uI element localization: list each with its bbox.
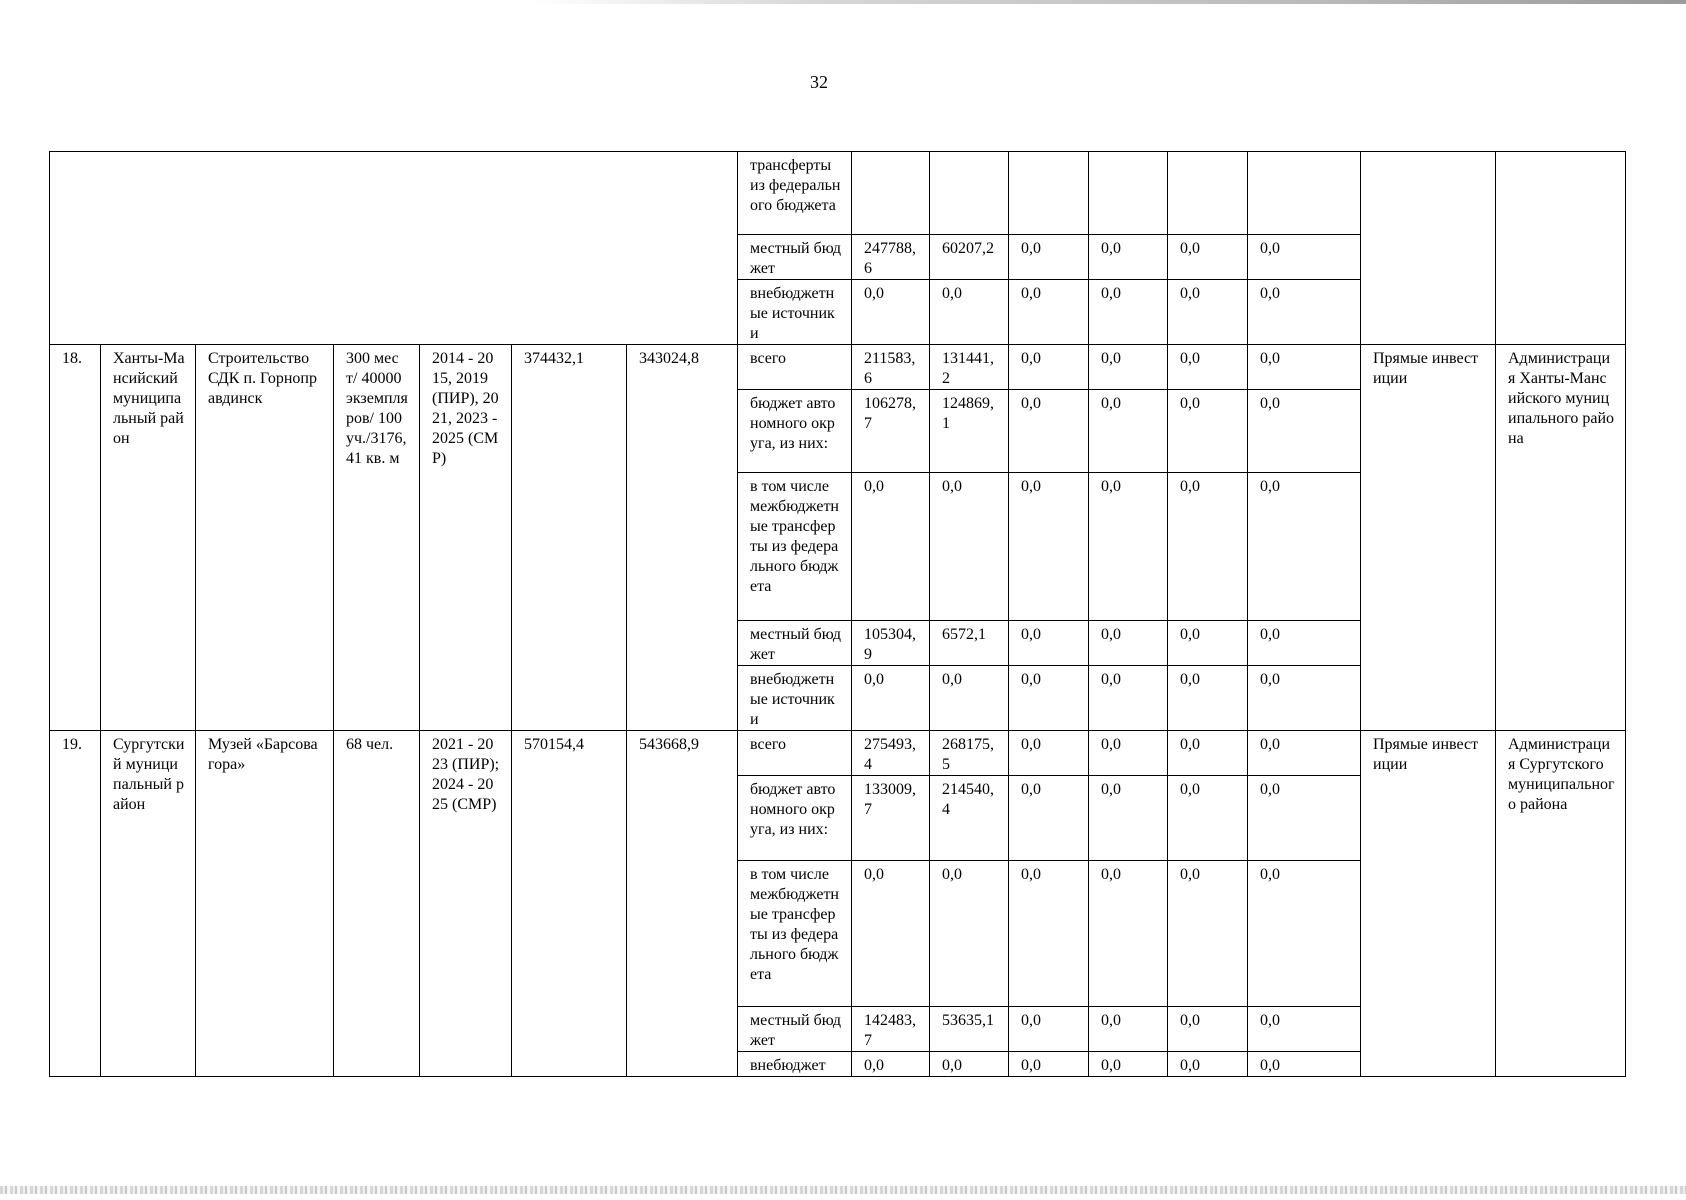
funding-source: местный бюджет bbox=[738, 1007, 852, 1052]
value-cell: 0,0 bbox=[1168, 621, 1248, 666]
value-cell: 0,0 bbox=[930, 473, 1009, 621]
value-cell: 0,0 bbox=[1168, 473, 1248, 621]
value-cell bbox=[930, 152, 1009, 235]
value-cell: 0,0 bbox=[1248, 776, 1361, 861]
table-row bbox=[50, 345, 1626, 390]
value-cell bbox=[1248, 152, 1361, 235]
value-cell: 53635,1 bbox=[930, 1007, 1009, 1052]
value-cell: 0,0 bbox=[1089, 666, 1168, 731]
value-cell: 247788,6 bbox=[852, 235, 930, 280]
investment-table bbox=[49, 151, 1626, 1077]
value-cell: 0,0 bbox=[1248, 731, 1361, 776]
value-cell: 214540,4 bbox=[930, 776, 1009, 861]
funding-source: внебюджет bbox=[738, 1052, 852, 1077]
value-cell: 0,0 bbox=[1089, 731, 1168, 776]
value-cell: 0,0 bbox=[1168, 861, 1248, 1007]
value-cell: 0,0 bbox=[1168, 1007, 1248, 1052]
customer-cell: Администрация Ханты-Мансийского муниципального района bbox=[1496, 345, 1626, 731]
value-cell: 211583,6 bbox=[852, 345, 930, 390]
blank-cell bbox=[50, 152, 738, 345]
value-cell: 0,0 bbox=[1009, 1052, 1089, 1077]
investment-form-cell: Прямые инвестиции bbox=[1361, 731, 1496, 1077]
value-cell: 0,0 bbox=[1009, 776, 1089, 861]
value-cell: 0,0 bbox=[1168, 776, 1248, 861]
remaining-cost-cell: 543668,9 bbox=[627, 731, 738, 1077]
value-cell: 0,0 bbox=[1168, 666, 1248, 731]
remaining-cost-cell: 343024,8 bbox=[627, 345, 738, 731]
value-cell: 0,0 bbox=[1089, 345, 1168, 390]
value-cell: 0,0 bbox=[1009, 1007, 1089, 1052]
customer-cell: Администрация Сургутского муниципального района bbox=[1496, 731, 1626, 1077]
total-cost-cell: 374432,1 bbox=[512, 345, 627, 731]
row-number: 18. bbox=[50, 345, 101, 731]
value-cell: 105304,9 bbox=[852, 621, 930, 666]
funding-source: местный бюджет bbox=[738, 621, 852, 666]
funding-source: бюджет автономного округа, из них: bbox=[738, 390, 852, 473]
value-cell: 0,0 bbox=[852, 1052, 930, 1077]
value-cell: 0,0 bbox=[1248, 473, 1361, 621]
value-cell: 0,0 bbox=[1089, 621, 1168, 666]
value-cell: 0,0 bbox=[1168, 345, 1248, 390]
value-cell: 0,0 bbox=[1248, 1052, 1361, 1077]
funding-source: внебюджетные источники bbox=[738, 280, 852, 345]
value-cell: 0,0 bbox=[1168, 390, 1248, 473]
row-number: 19. bbox=[50, 731, 101, 1077]
value-cell: 0,0 bbox=[1248, 345, 1361, 390]
value-cell: 0,0 bbox=[1248, 390, 1361, 473]
table-row bbox=[50, 731, 1626, 776]
value-cell: 133009,7 bbox=[852, 776, 930, 861]
value-cell: 0,0 bbox=[1009, 861, 1089, 1007]
value-cell: 124869,1 bbox=[930, 390, 1009, 473]
value-cell: 0,0 bbox=[1248, 861, 1361, 1007]
value-cell: 0,0 bbox=[1089, 861, 1168, 1007]
value-cell: 0,0 bbox=[1089, 1007, 1168, 1052]
value-cell: 0,0 bbox=[1009, 666, 1089, 731]
value-cell bbox=[852, 152, 930, 235]
funding-source: в том числе межбюджетные трансферты из федерального бюджета bbox=[738, 861, 852, 1007]
value-cell: 0,0 bbox=[852, 666, 930, 731]
funding-source: в том числе межбюджетные трансферты из федерального бюджета bbox=[738, 473, 852, 621]
value-cell: 0,0 bbox=[1009, 473, 1089, 621]
capacity-cell: 300 мест/ 40000 экземпляров/ 100 уч./3176,41 кв. м bbox=[334, 345, 420, 731]
district-cell: Сургутский муниципальный район bbox=[101, 731, 196, 1077]
page-number: 32 bbox=[810, 72, 828, 92]
value-cell: 131441,2 bbox=[930, 345, 1009, 390]
value-cell: 0,0 bbox=[1248, 621, 1361, 666]
value-cell: 0,0 bbox=[852, 861, 930, 1007]
value-cell: 268175,5 bbox=[930, 731, 1009, 776]
value-cell: 0,0 bbox=[1009, 235, 1089, 280]
value-cell: 0,0 bbox=[1248, 666, 1361, 731]
value-cell: 0,0 bbox=[1089, 473, 1168, 621]
funding-source: внебюджетные источники bbox=[738, 666, 852, 731]
value-cell: 6572,1 bbox=[930, 621, 1009, 666]
period-cell: 2014 - 2015, 2019 (ПИР), 2021, 2023 - 2025 (СМР) bbox=[420, 345, 512, 731]
scan-artifact-top bbox=[530, 0, 1686, 4]
value-cell: 275493,4 bbox=[852, 731, 930, 776]
value-cell: 0,0 bbox=[1089, 1052, 1168, 1077]
table-row bbox=[50, 152, 1626, 235]
value-cell: 0,0 bbox=[1009, 280, 1089, 345]
funding-source: всего bbox=[738, 731, 852, 776]
value-cell: 0,0 bbox=[1248, 280, 1361, 345]
value-cell: 0,0 bbox=[1168, 1052, 1248, 1077]
value-cell: 0,0 bbox=[1248, 235, 1361, 280]
value-cell: 0,0 bbox=[930, 1052, 1009, 1077]
value-cell: 106278,7 bbox=[852, 390, 930, 473]
district-cell: Ханты-Мансийский муниципальный район bbox=[101, 345, 196, 731]
value-cell: 0,0 bbox=[1009, 621, 1089, 666]
value-cell bbox=[1168, 152, 1248, 235]
value-cell: 0,0 bbox=[930, 861, 1009, 1007]
value-cell: 0,0 bbox=[852, 280, 930, 345]
value-cell: 0,0 bbox=[1089, 235, 1168, 280]
value-cell: 0,0 bbox=[1089, 280, 1168, 345]
object-cell: Музей «Барсова гора» bbox=[196, 731, 334, 1077]
value-cell: 0,0 bbox=[1089, 776, 1168, 861]
value-cell: 0,0 bbox=[1168, 731, 1248, 776]
value-cell: 0,0 bbox=[1168, 235, 1248, 280]
value-cell: 0,0 bbox=[1009, 731, 1089, 776]
value-cell: 0,0 bbox=[1009, 390, 1089, 473]
period-cell: 2021 - 2023 (ПИР); 2024 - 2025 (СМР) bbox=[420, 731, 512, 1077]
value-cell bbox=[1009, 152, 1089, 235]
funding-source: местный бюджет bbox=[738, 235, 852, 280]
value-cell: 0,0 bbox=[930, 280, 1009, 345]
value-cell bbox=[1089, 152, 1168, 235]
blank-cell bbox=[1361, 152, 1496, 345]
total-cost-cell: 570154,4 bbox=[512, 731, 627, 1077]
object-cell: Строительство СДК п. Горноправдинск bbox=[196, 345, 334, 731]
value-cell: 0,0 bbox=[1248, 1007, 1361, 1052]
funding-source: бюджет автономного округа, из них: bbox=[738, 776, 852, 861]
funding-source: трансферты из федерального бюджета bbox=[738, 152, 852, 235]
blank-cell bbox=[1496, 152, 1626, 345]
value-cell: 0,0 bbox=[1168, 280, 1248, 345]
value-cell: 0,0 bbox=[852, 473, 930, 621]
value-cell: 60207,2 bbox=[930, 235, 1009, 280]
value-cell: 142483,7 bbox=[852, 1007, 930, 1052]
capacity-cell: 68 чел. bbox=[334, 731, 420, 1077]
value-cell: 0,0 bbox=[1089, 390, 1168, 473]
investment-form-cell: Прямые инвестиции bbox=[1361, 345, 1496, 731]
funding-source: всего bbox=[738, 345, 852, 390]
value-cell: 0,0 bbox=[1009, 345, 1089, 390]
scan-artifact-bottom bbox=[0, 1186, 1686, 1194]
value-cell: 0,0 bbox=[930, 666, 1009, 731]
